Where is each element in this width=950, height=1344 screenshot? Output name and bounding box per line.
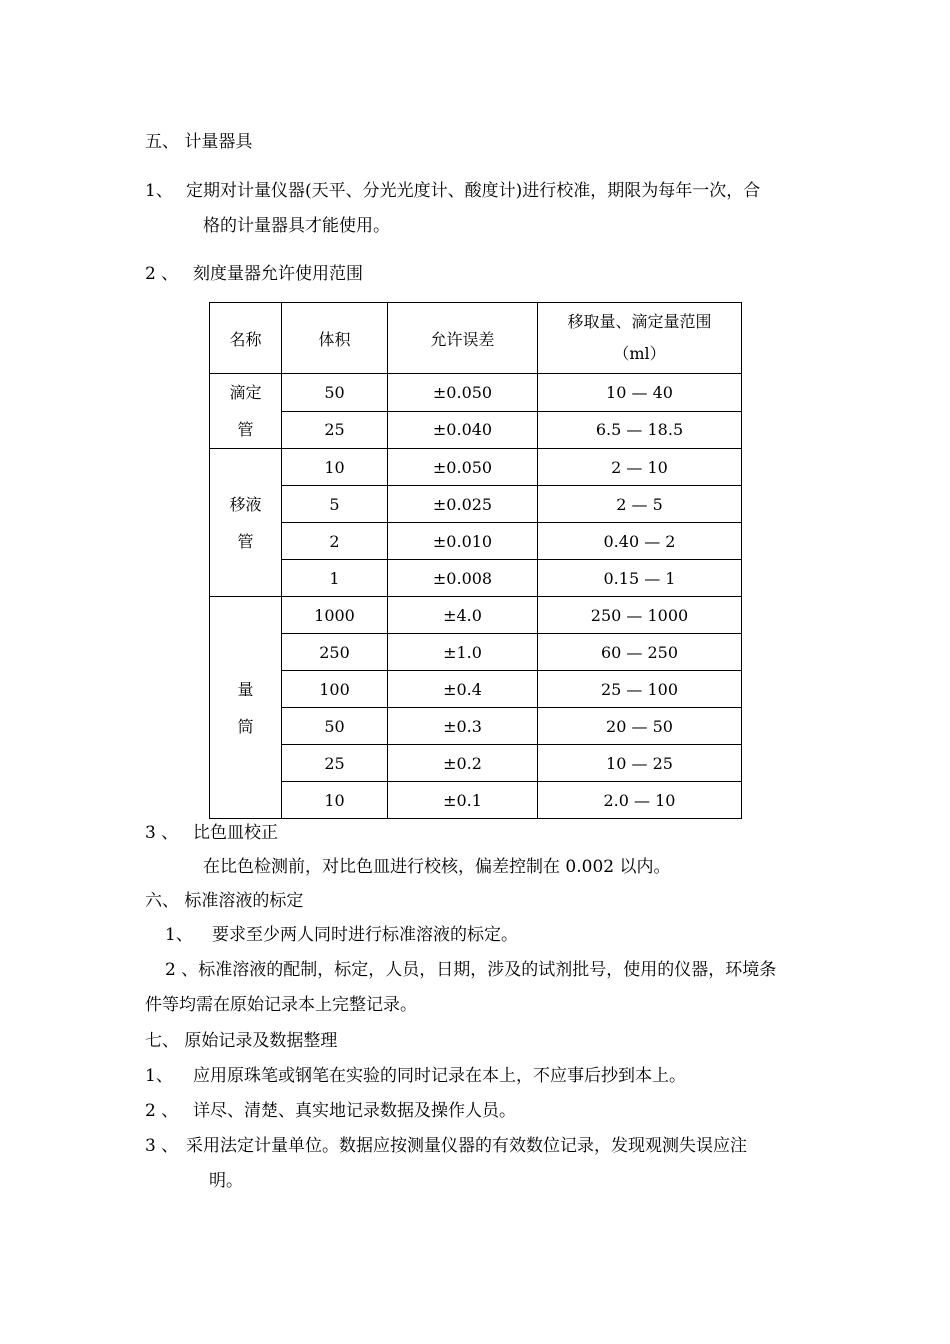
header-range-line1: 移取量、滴定量范围 <box>567 312 712 331</box>
paragraph-continuation: 明。 <box>209 1171 243 1191</box>
cell-tolerance: ±0.025 <box>388 486 538 523</box>
cell-tolerance: ±0.4 <box>388 671 538 708</box>
cell-tolerance: ±0.3 <box>388 708 538 745</box>
cell-tolerance: ±0.050 <box>388 374 538 412</box>
header-volume: 体积 <box>282 303 388 374</box>
paragraph-text: 要求至少两人同时进行标准溶液的标定。 <box>212 925 518 945</box>
paragraph-text: 采用法定计量单位。数据应按测量仪器的有效数位记录，发现观测失误应注 <box>186 1136 747 1156</box>
item-number: 2 、 <box>145 264 179 284</box>
cell-volume: 10 <box>282 449 388 486</box>
cell-range: 10 — 25 <box>538 745 742 782</box>
paragraph-text: 应用原珠笔或钢笔在实验的同时记录在本上，不应事后抄到本上。 <box>193 1066 686 1086</box>
measuring-vessel-table <box>209 302 742 819</box>
cell-range: 2.0 — 10 <box>538 782 742 819</box>
cell-volume: 50 <box>282 374 388 412</box>
paragraph-body: 在比色检测前，对比色皿进行校核，偏差控制在 0.002 以内。 <box>203 857 671 877</box>
paragraph-text: 详尽、清楚、真实地记录数据及操作人员。 <box>193 1101 516 1121</box>
cell-volume: 25 <box>282 411 388 449</box>
cell-tolerance: ±0.008 <box>388 560 538 597</box>
cell-volume: 50 <box>282 708 388 745</box>
table-row <box>210 671 742 708</box>
cell-volume: 10 <box>282 782 388 819</box>
cell-volume: 1000 <box>282 597 388 634</box>
cell-range: 60 — 250 <box>538 634 742 671</box>
cell-range: 6.5 — 18.5 <box>538 411 742 449</box>
table-row <box>210 708 742 745</box>
cell-volume: 100 <box>282 671 388 708</box>
cell-tolerance: ±0.050 <box>388 449 538 486</box>
cell-tolerance: ±0.1 <box>388 782 538 819</box>
paragraph-continuation: 件等均需在原始记录本上完整记录。 <box>145 995 417 1015</box>
header-name: 名称 <box>210 303 282 374</box>
paragraph-text: 定期对计量仪器(天平、分光光度计、酸度计)进行校准，期限为每年一次，合 <box>186 181 761 201</box>
table-row <box>210 449 742 486</box>
group-name-line: 量 <box>237 679 254 699</box>
header-tolerance: 允许误差 <box>388 303 538 374</box>
cell-tolerance: ±0.040 <box>388 411 538 449</box>
group-name-cylinder <box>210 597 282 819</box>
table-header-row <box>210 303 742 374</box>
group-name-line: 移液 <box>229 494 262 514</box>
cell-tolerance: ±0.2 <box>388 745 538 782</box>
cell-volume: 5 <box>282 486 388 523</box>
section-heading-6: 六、 标准溶液的标定 <box>145 891 304 911</box>
table-row <box>210 745 742 782</box>
cell-range: 2 — 10 <box>538 449 742 486</box>
section-heading-5: 五、 计量器具 <box>145 132 253 152</box>
table-row <box>210 634 742 671</box>
group-name-line: 筒 <box>237 716 254 736</box>
paragraph-text: 刻度量器允许使用范围 <box>193 264 363 284</box>
cell-volume: 25 <box>282 745 388 782</box>
item-number: 3 、 <box>145 1136 179 1156</box>
cell-volume: 1 <box>282 560 388 597</box>
section-heading-7: 七、 原始记录及数据整理 <box>145 1031 338 1051</box>
item-number: 1、 <box>145 181 173 201</box>
cell-tolerance: ±4.0 <box>388 597 538 634</box>
cell-volume: 2 <box>282 523 388 560</box>
paragraph-continuation: 格的计量器具才能使用。 <box>203 216 390 236</box>
table-row <box>210 411 742 449</box>
cell-range: 0.40 — 2 <box>538 523 742 560</box>
table-row <box>210 523 742 560</box>
item-number: 1、 <box>145 1066 173 1086</box>
group-name-line: 管 <box>237 531 254 551</box>
item-number: 1、 <box>165 925 193 945</box>
cell-range: 20 — 50 <box>538 708 742 745</box>
cell-tolerance: ±1.0 <box>388 634 538 671</box>
group-name-pipette <box>210 449 282 597</box>
table-row <box>210 782 742 819</box>
group-name-line: 滴定 <box>229 383 262 402</box>
cell-tolerance: ±0.010 <box>388 523 538 560</box>
table-row <box>210 486 742 523</box>
group-name-burette <box>210 374 282 449</box>
item-number: 3 、 <box>145 823 179 843</box>
table-row <box>210 560 742 597</box>
cell-range: 0.15 — 1 <box>538 560 742 597</box>
header-range <box>538 303 742 374</box>
table-row <box>210 374 742 412</box>
table-row <box>210 597 742 634</box>
paragraph-text: 2 、标准溶液的配制，标定，人员，日期，涉及的试剂批号，使用的仪器，环境条 <box>165 960 777 980</box>
cell-range: 25 — 100 <box>538 671 742 708</box>
group-name-line: 管 <box>237 420 254 439</box>
item-number: 2 、 <box>145 1101 179 1121</box>
cell-range: 10 — 40 <box>538 374 742 412</box>
cell-range: 250 — 1000 <box>538 597 742 634</box>
paragraph-text: 比色皿校正 <box>193 823 278 843</box>
header-range-unit: （ml） <box>613 344 666 363</box>
cell-range: 2 — 5 <box>538 486 742 523</box>
cell-volume: 250 <box>282 634 388 671</box>
